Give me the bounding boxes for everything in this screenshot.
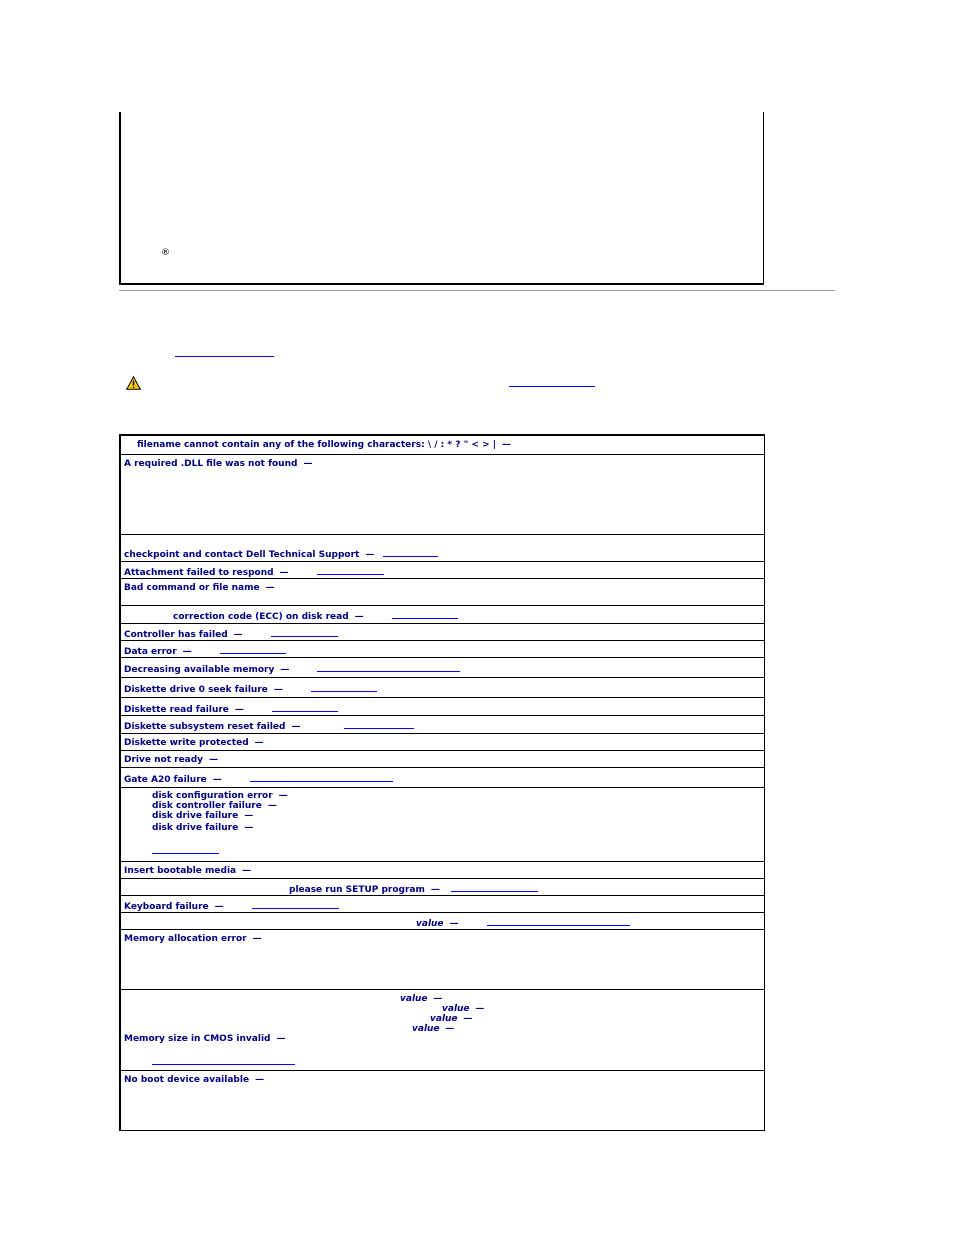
error-link[interactable] bbox=[220, 645, 286, 654]
error-link[interactable] bbox=[311, 683, 377, 692]
error-row: Memory allocation error — bbox=[120, 929, 764, 989]
error-row: value — value — value — value — Memory size in CMOS invalid — bbox=[120, 989, 764, 1070]
warning-triangle-icon bbox=[126, 376, 141, 390]
error-row: Gate A20 failure — bbox=[120, 767, 764, 787]
error-row: checkpoint and contact Dell Technical Support — bbox=[120, 534, 764, 561]
error-label: correction code (ECC) on disk read bbox=[173, 611, 349, 622]
top-note-box bbox=[119, 112, 764, 285]
error-row: Keyboard failure — bbox=[120, 895, 764, 912]
error-label: Drive not ready bbox=[124, 754, 204, 765]
intro-link[interactable] bbox=[175, 356, 274, 357]
error-link[interactable] bbox=[344, 720, 414, 729]
error-label: Diskette drive 0 seek failure bbox=[124, 684, 268, 695]
error-label: Bad command or file name bbox=[124, 582, 260, 593]
horizontal-rule bbox=[119, 290, 835, 291]
error-link[interactable] bbox=[152, 1056, 295, 1065]
caution-link[interactable] bbox=[509, 386, 595, 387]
error-label: A required .DLL file was not found bbox=[124, 458, 298, 469]
error-label: Insert bootable media bbox=[124, 865, 237, 876]
error-row: Drive not ready — bbox=[120, 750, 764, 767]
error-label: Diskette subsystem reset failed bbox=[124, 721, 286, 732]
error-label: disk controller failure bbox=[152, 800, 262, 811]
error-link[interactable] bbox=[252, 900, 339, 909]
error-label: Gate A20 failure bbox=[124, 774, 207, 785]
error-row: Bad command or file name — bbox=[120, 578, 764, 605]
error-label: No boot device available bbox=[124, 1074, 250, 1085]
error-label: please run SETUP program bbox=[289, 884, 425, 895]
error-label: Memory allocation error bbox=[124, 933, 247, 944]
error-row: No boot device available — bbox=[120, 1070, 764, 1130]
error-row: Diskette read failure — bbox=[120, 697, 764, 715]
error-row: Diskette write protected — bbox=[120, 733, 764, 750]
registered-mark: ® bbox=[161, 248, 170, 258]
error-row: correction code (ECC) on disk read — bbox=[120, 605, 764, 623]
error-row: disk configuration error — disk controller failure — disk drive failure — disk drive failure — bbox=[120, 787, 764, 861]
error-row: Diskette drive 0 seek failure — bbox=[120, 677, 764, 697]
error-link[interactable] bbox=[451, 883, 538, 892]
error-label: value bbox=[430, 1013, 458, 1024]
error-link[interactable] bbox=[272, 703, 338, 712]
error-label: disk drive failure bbox=[152, 822, 239, 833]
error-label: checkpoint and contact Dell Technical Support bbox=[124, 549, 360, 560]
error-label: Memory size in CMOS invalid bbox=[124, 1033, 271, 1044]
error-label: Data error bbox=[124, 646, 177, 657]
error-label: Keyboard failure bbox=[124, 901, 209, 912]
error-link[interactable] bbox=[250, 773, 393, 782]
error-label: disk configuration error bbox=[152, 790, 273, 801]
error-link[interactable] bbox=[317, 663, 460, 672]
error-row: Data error — bbox=[120, 640, 764, 657]
error-label: value bbox=[412, 1023, 440, 1034]
error-label: Decreasing available memory bbox=[124, 664, 275, 675]
error-row: Attachment failed to respond — bbox=[120, 561, 764, 578]
error-label: Controller has failed bbox=[124, 629, 228, 640]
error-messages-table bbox=[119, 434, 765, 1131]
error-row: value — bbox=[120, 912, 764, 929]
error-link[interactable] bbox=[317, 566, 384, 575]
error-row: A required .DLL file was not found — bbox=[120, 454, 764, 534]
error-label: value bbox=[442, 1003, 470, 1014]
error-label: Attachment failed to respond bbox=[124, 567, 274, 578]
error-link[interactable] bbox=[383, 548, 438, 557]
error-row: filename cannot contain any of the following characters: \ / : * ? " < > | — bbox=[120, 435, 764, 454]
error-label: value bbox=[400, 993, 428, 1004]
error-link[interactable] bbox=[392, 610, 458, 619]
error-row: Insert bootable media — bbox=[120, 861, 764, 878]
error-row: Diskette subsystem reset failed — bbox=[120, 715, 764, 733]
error-row: Decreasing available memory — bbox=[120, 657, 764, 677]
error-link[interactable] bbox=[487, 917, 630, 926]
error-label: Diskette write protected bbox=[124, 737, 249, 748]
error-row: Controller has failed — bbox=[120, 623, 764, 640]
error-label: value bbox=[416, 918, 444, 929]
error-link[interactable] bbox=[152, 845, 219, 854]
error-label: filename cannot contain any of the following characters: \ / : * ? " < > | bbox=[137, 440, 497, 450]
error-row: please run SETUP program — bbox=[120, 878, 764, 895]
error-label: Diskette read failure bbox=[124, 704, 229, 715]
error-link[interactable] bbox=[271, 628, 338, 637]
error-label: disk drive failure bbox=[152, 810, 239, 821]
